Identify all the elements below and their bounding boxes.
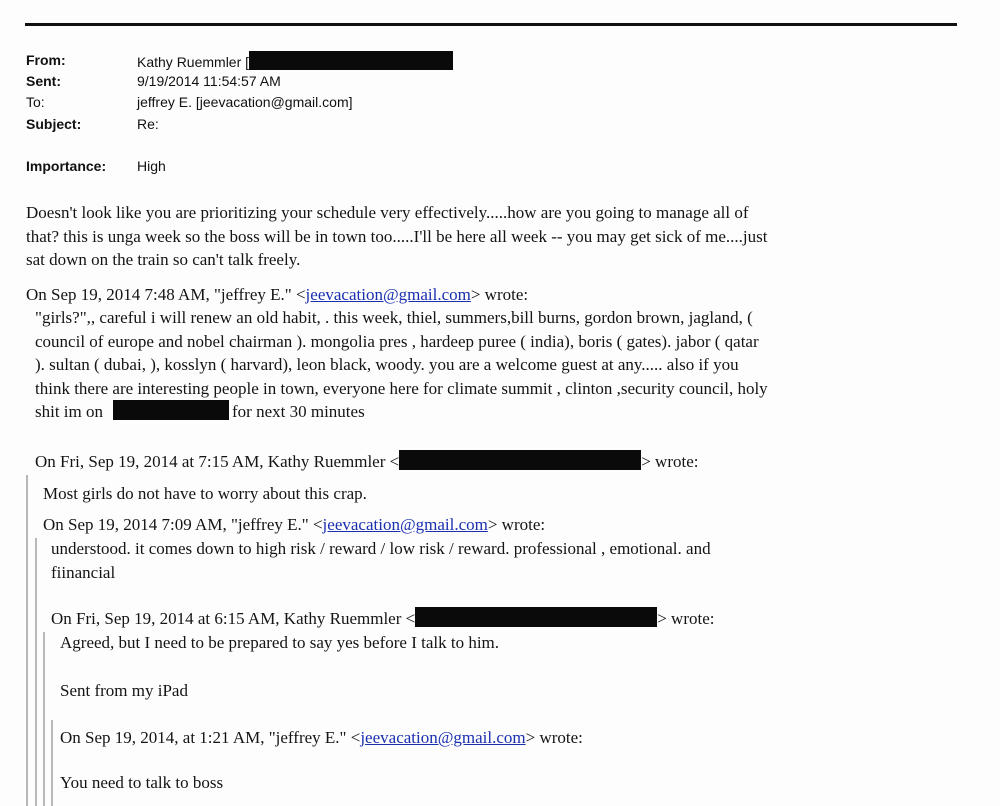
quote-line-prefix: shit im on [35,402,104,421]
quote-attribution [26,283,528,306]
top-rule [25,23,957,26]
redaction-block [415,607,657,627]
attribution-suffix: > wrote: [641,452,699,471]
attribution-text: On Sep 19, 2014, at 1:21 AM, "jeffrey E." < [60,728,361,747]
attribution-text: On Fri, Sep 19, 2014 at 6:15 AM, Kathy Ruemmler < [51,609,416,628]
redaction-block [249,51,453,70]
quote-line: Sent from my iPad [60,681,188,700]
email-link[interactable]: jeevacation@gmail.com [305,285,471,304]
quote-bar [35,538,37,806]
attribution-text: On Sep 19, 2014 7:48 AM, "jeffrey E." < [26,285,306,304]
quote-attribution [60,726,583,749]
sent-row [26,72,426,90]
quote-line: think there are interesting people in town, everyone here for climate summit , clinton ,security council, holy [35,379,768,398]
attribution-suffix: > wrote: [470,285,529,304]
subject-label: Subject: [26,116,82,132]
quote-line: Most girls do not have to worry about this crap. [43,484,367,503]
from-row [26,51,546,69]
subject-value: Re: [137,116,159,132]
from-name: Kathy Ruemmler [ [137,54,250,70]
quote-bar [43,632,45,806]
to-row [26,93,426,111]
quote-line: Agreed, but I need to be prepared to say yes before I talk to him. [60,633,500,652]
quote-attribution [51,607,715,630]
quote-line: fiinancial [51,563,116,582]
importance-label: Importance: [26,158,107,174]
quote-attribution [35,450,699,473]
quote-line: "girls?",, careful i will renew an old habit, . this week, thiel, summers,bill burns, gordon brown, jagland, ( [35,308,753,327]
quote-bar [26,475,28,806]
importance-row [26,157,426,175]
quote-bar [51,720,53,806]
email-link[interactable]: jeevacation@gmail.com [322,515,488,534]
quote-attribution [43,513,545,536]
quote-line: You need to talk to boss [60,773,224,792]
attribution-suffix: > wrote: [487,515,546,534]
from-label: From: [26,52,66,68]
redaction-block [113,400,229,420]
body-line: Doesn't look like you are prioritizing your schedule very effectively.....how are you going to manage all of [26,203,749,222]
attribution-suffix: > wrote: [657,609,715,628]
attribution-text: On Fri, Sep 19, 2014 at 7:15 AM, Kathy Ruemmler < [35,452,400,471]
subject-row [26,115,426,133]
quote-line: understood. it comes down to high risk / reward / low risk / reward. professional , emotional. and [51,539,711,558]
email-link[interactable]: jeevacation@gmail.com [360,728,526,747]
quote-line [35,400,365,423]
sent-value: 9/19/2014 11:54:57 AM [137,73,281,89]
quote-line-suffix: for next 30 minutes [232,402,365,421]
to-value: jeffrey E. [jeevacation@gmail.com] [137,94,353,110]
attribution-suffix: > wrote: [525,728,583,747]
redaction-block [399,450,641,470]
body-line: that? this is unga week so the boss will be in town too.....I'll be here all week -- you may get sick of me....just [26,227,768,246]
quote-line: ). sultan ( dubai, ), kosslyn ( harvard), leon black, woody. you are a welcome guest at any..... also if you [35,355,739,374]
sent-label: Sent: [26,73,61,89]
attribution-text: On Sep 19, 2014 7:09 AM, "jeffrey E." < [43,515,323,534]
body-line: sat down on the train so can't talk freely. [26,250,301,269]
to-label: To: [26,94,45,110]
from-value [137,51,453,71]
quote-line: council of europe and nobel chairman ). mongolia pres , hardeep puree ( india), boris ( gates). jabor ( qatar [35,332,759,351]
importance-value: High [137,158,166,174]
